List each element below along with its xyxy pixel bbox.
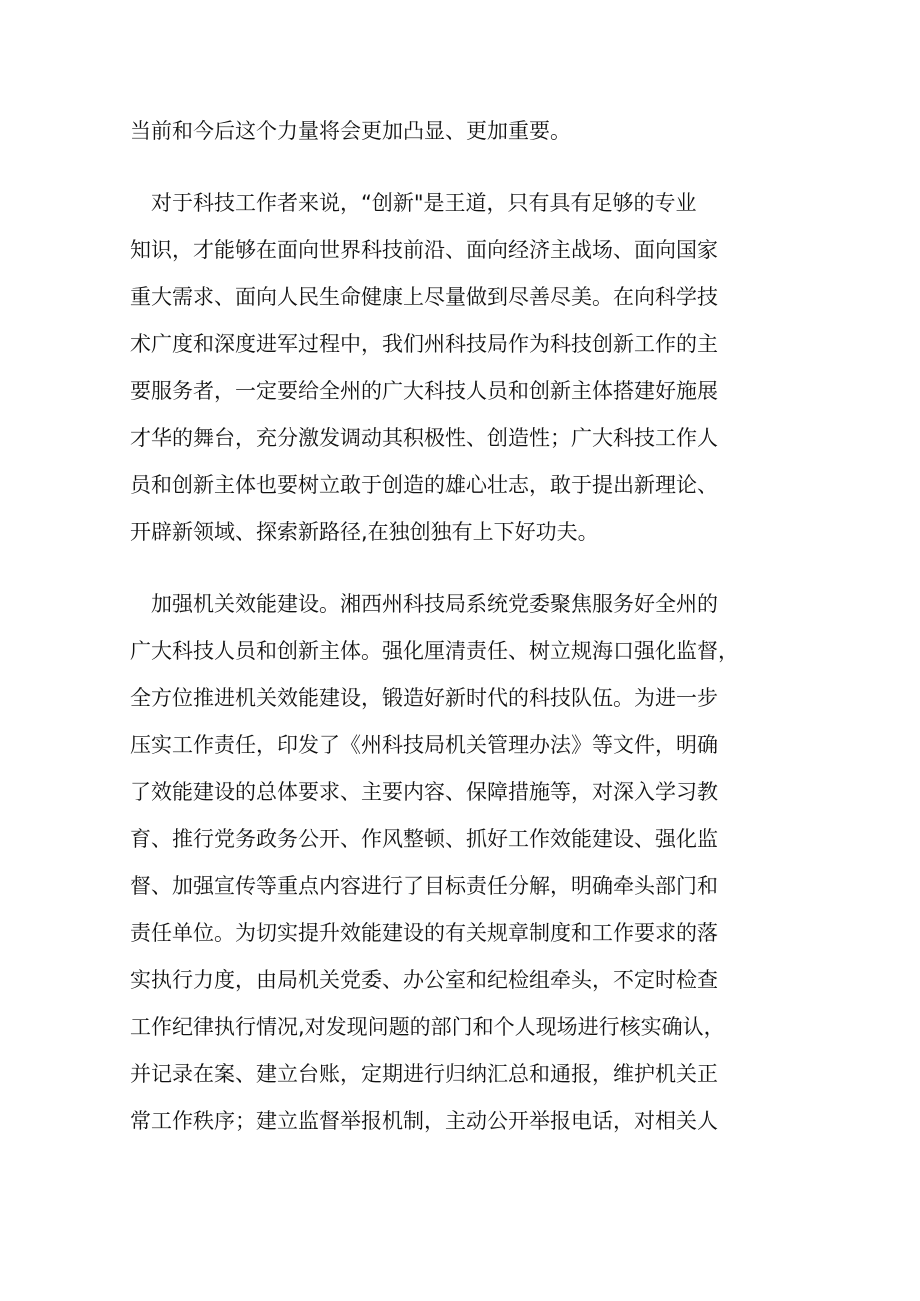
text-line: 并记录在案、建立台账，定期进行归纳汇总和通报，维护机关正: [130, 1062, 718, 1086]
document-page: [130, 108, 800, 1145]
text-line: 加强机关效能建设。湘西州科技局系统党委聚焦服务好全州的: [130, 592, 718, 616]
text-line: 对于科技工作者来说，“创新"是王道，只有具有足够的专业: [130, 191, 697, 215]
text-line: 了效能建设的总体要求、主要内容、保障措施等，对深入学习教: [130, 780, 718, 804]
text-line: 全方位推进机关效能建设，锻造好新时代的科技队伍。为进一步: [130, 686, 718, 710]
text-line: 重大需求、面向人民生命健康上尽量做到尽善尽美。在向科学技: [130, 285, 718, 309]
text-line: 常工作秩序；建立监督举报机制，主动公开举报电话，对相关人: [130, 1109, 718, 1133]
paragraph-intro-continuation: [130, 108, 800, 155]
text-line: 要服务者，一定要给全州的广大科技人员和创新主体搭建好施展: [130, 379, 718, 403]
text-line: 当前和今后这个力量将会更加凸显、更加重要。: [130, 119, 571, 143]
text-line: 督、加强宣传等重点内容进行了目标责任分解，明确牵头部门和: [130, 874, 718, 898]
text-line: 责任单位。为切实提升效能建设的有关规章制度和工作要求的落: [130, 921, 718, 945]
text-line: 广大科技人员和创新主体。强化厘清责任、树立规海口强化监督，: [130, 639, 739, 663]
text-line: 才华的舞台，充分激发调动其积极性、创造性；广大科技工作人: [130, 426, 718, 450]
paragraph-efficiency: [130, 581, 800, 1145]
text-line: 实执行力度，由局机关党委、办公室和纪检组牵头，不定时检查: [130, 968, 718, 992]
text-line: 知识，才能够在面向世界科技前沿、面向经济主战场、面向国家: [130, 238, 718, 262]
text-line: 工作纪律执行情况,对发现问题的部门和个人现场进行核实确认，: [130, 1015, 725, 1039]
text-line: 员和创新主体也要树立敢于创造的雄心壮志，敢于提出新理论、: [130, 473, 718, 497]
text-line: 开辟新领域、探索新路径,在独创独有上下好功夫。: [130, 520, 599, 544]
text-line: 育、推行党务政务公开、作风整顿、抓好工作效能建设、强化监: [130, 827, 718, 851]
paragraph-innovation: [130, 180, 800, 556]
text-line: 压实工作责任，印发了《州科技局机关管理办法》等文件，明确: [130, 733, 718, 757]
text-line: 术广度和深度进军过程中，我们州科技局作为科技创新工作的主: [130, 332, 718, 356]
